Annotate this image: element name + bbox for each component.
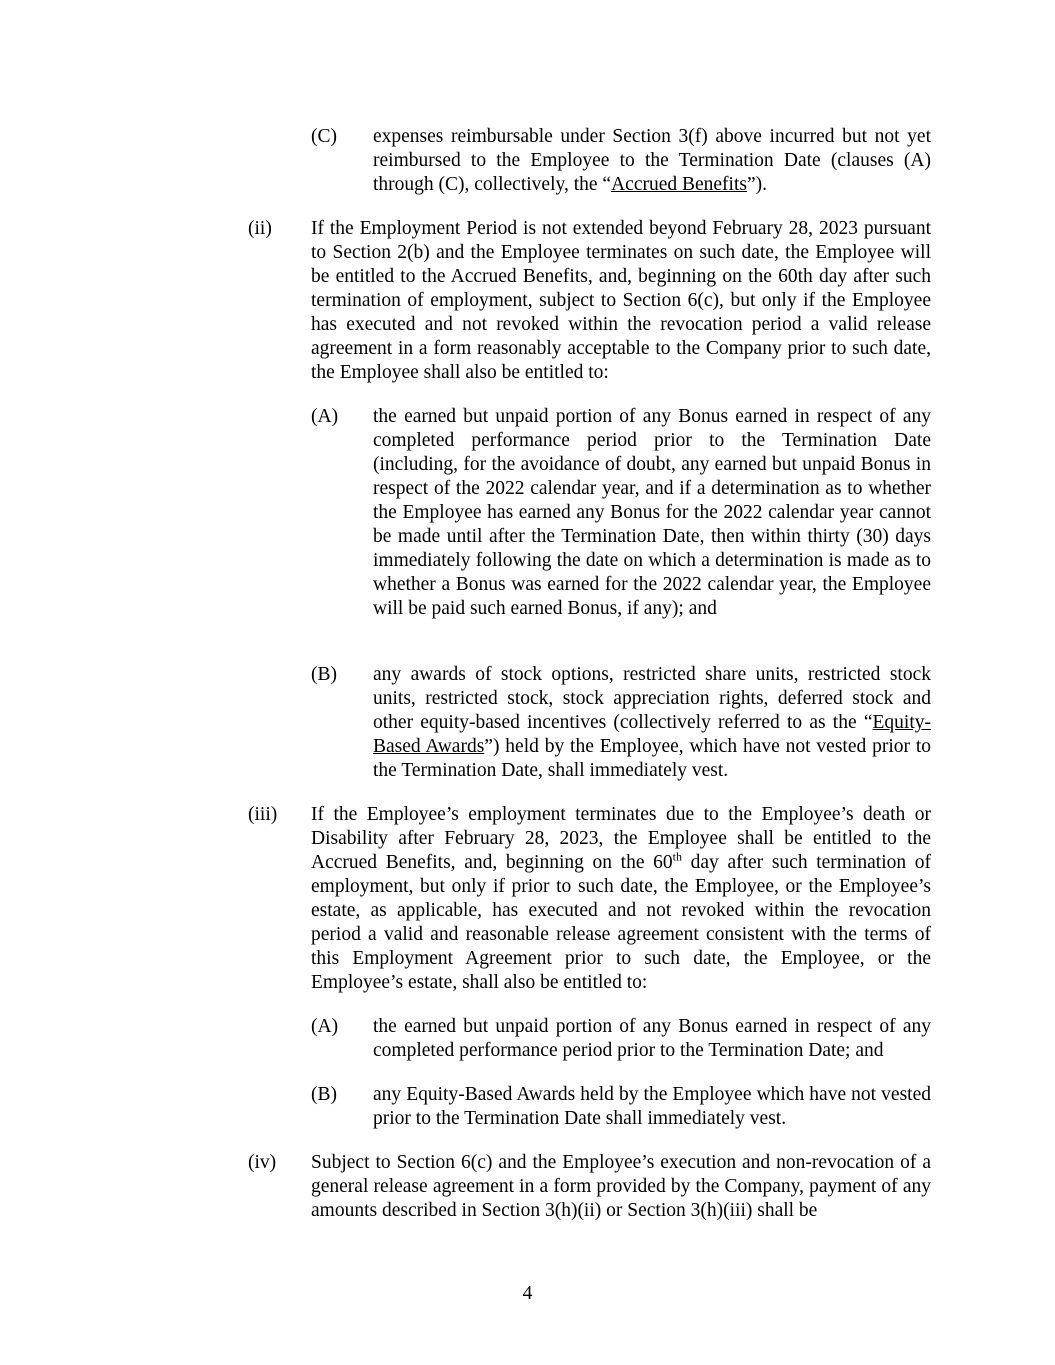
clause-label: (iii)	[248, 804, 278, 825]
clause-text: the earned but unpaid portion of any Bonus earned in respect of any completed performance period prior to the Termination Date (including, for the avoidance of doubt, any earned but unpaid Bonus in respect of the 2022 calendar year, and if a determination as to whether the Employee has earned any Bonus for the 2022 calendar year cannot be made until after the Termination Date, then within thirty (30) days immediately following the date on which a determination is made as to whether a Bonus was earned for the 2022 calendar year, the Employee will be paid such earned Bonus, if any); and	[373, 406, 931, 619]
page-number: 4	[522, 1283, 533, 1304]
defined-term-equity-based-awards: Equity-Based Awards	[373, 712, 931, 757]
clause-ii-c	[311, 125, 931, 197]
clause-text: the earned but unpaid portion of any Bonus earned in respect of any completed performance period prior to the Termination Date; and	[373, 1016, 931, 1061]
clause-label: (A)	[311, 1016, 339, 1037]
clause-label: (B)	[311, 664, 337, 685]
clause-ii	[248, 217, 931, 385]
clause-iii-b	[311, 1083, 931, 1131]
clause-label: (C)	[311, 126, 337, 147]
clause-label: (iv)	[248, 1152, 277, 1173]
clause-label: (B)	[311, 1084, 337, 1105]
clause-text: any awards of stock options, restricted share units, restricted stock units, restricted stock, stock appreciation rights, deferred stock and other equity-based incentives (collectively referred to as the “Equity-Based Awards”) held by the Employee, which have not vested prior to the Termination Date, shall immediately vest.	[373, 664, 931, 781]
clause-ii-b	[311, 663, 931, 783]
clause-text: any Equity-Based Awards held by the Employee which have not vested prior to the Termination Date shall immediately vest.	[373, 1084, 931, 1129]
defined-term-accrued-benefits: Accrued Benefits	[611, 174, 747, 195]
clause-iii	[248, 803, 931, 995]
clause-ii-a	[311, 405, 931, 621]
clause-text: If the Employment Period is not extended beyond February 28, 2023 pursuant to Section 2(b) and the Employee terminates on such date, the Employee will be entitled to the Accrued Benefits, and, beginning on the 60th day after such termination of employment, subject to Section 6(c), but only if the Employee has executed and not revoked within the revocation period a valid release agreement in a form reasonably acceptable to the Company prior to such date, the Employee shall also be entitled to:	[311, 218, 931, 383]
clause-text: expenses reimbursable under Section 3(f) above incurred but not yet reimbursed to the Employee to the Termination Date (clauses (A) through (C), collectively, the “Accrued Benefits”).	[373, 126, 931, 195]
clause-text: Subject to Section 6(c) and the Employee’s execution and non-revocation of a general release agreement in a form provided by the Company, payment of any amounts described in Section 3(h)(ii) or Section 3(h)(iii) shall be	[311, 1152, 931, 1221]
clause-iv	[248, 1151, 931, 1223]
clause-text: If the Employee’s employment terminates due to the Employee’s death or Disability after February 28, 2023, the Employee shall be entitled to the Accrued Benefits, and, beginning on the 60th day after such termination of employment, but only if prior to such date, the Employee, or the Employee’s estate, as applicable, has executed and not revoked within the revocation period a valid and reasonable release agreement consistent with the terms of this Employment Agreement prior to such date, the Employee, or the Employee’s estate, shall also be entitled to:	[311, 804, 932, 993]
clause-iii-a	[311, 1015, 931, 1063]
clause-label: (ii)	[248, 218, 272, 239]
clause-label: (A)	[311, 406, 339, 427]
